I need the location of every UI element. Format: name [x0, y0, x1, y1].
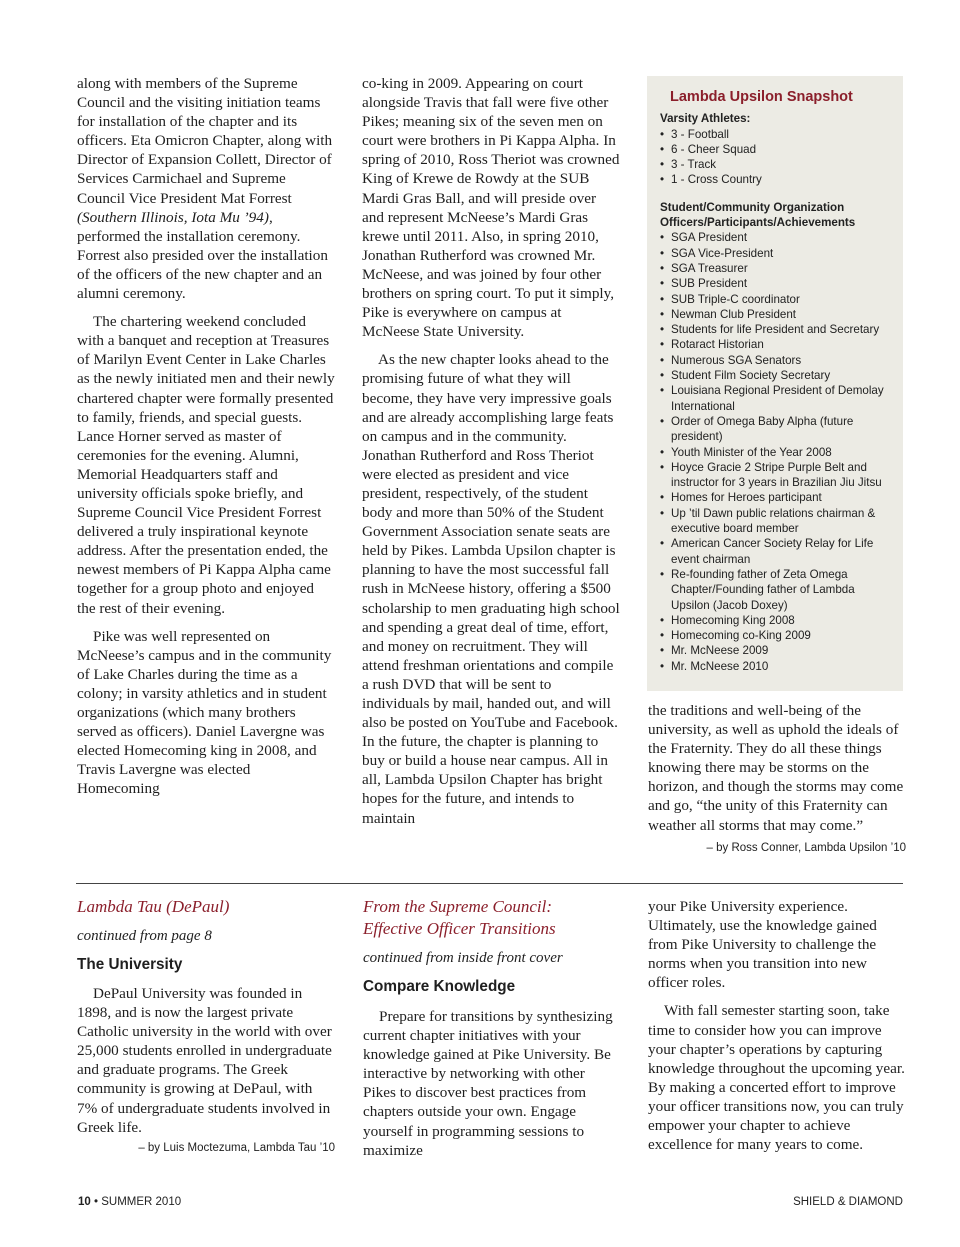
magazine-title: SHIELD & DIAMOND — [793, 1196, 903, 1208]
section-paragraph: With fall semester starting soon, take time to consider how you can improve your chapter’s operations by capturing knowledge throughout the upcoming year. By making a concerted effort to improve your officer transitions now, you can truly empower your chapter to achieve excellence for many years to come. — [648, 1002, 905, 1154]
list-item: • Rotaract Historian — [660, 337, 893, 352]
list-item: • SUB President — [660, 276, 893, 291]
list-item: • SGA Treasurer — [660, 261, 893, 276]
list-item: • Homecoming King 2008 — [660, 613, 893, 628]
list-item: • Students for life President and Secretary — [660, 322, 893, 337]
list-item: • Order of Omega Baby Alpha (future president) — [660, 414, 893, 445]
list-item: • Mr. McNeese 2009 — [660, 643, 893, 658]
section-paragraph: your Pike University experience. Ultimately, use the knowledge gained from Pike University to challenge the norms when you transition into new officer roles. — [648, 898, 877, 992]
snapshot-title: Lambda Upsilon Snapshot — [670, 89, 853, 105]
list-item: • Student Film Society Secretary — [660, 368, 893, 383]
article-column-1 — [77, 74, 335, 807]
issue-label: SUMMER 2010 — [101, 1196, 182, 1208]
list-item: • Newman Club President — [660, 307, 893, 322]
list-item: • Louisiana Regional President of Demolay International — [660, 383, 893, 414]
list-item: • Homecoming co-King 2009 — [660, 628, 893, 643]
list-item: • 1 - Cross Country — [660, 172, 893, 187]
article-byline: – by Ross Conner, Lambda Upsilon ’10 — [706, 841, 906, 854]
list-item: • Numerous SGA Senators — [660, 353, 893, 368]
lambda-upsilon-snapshot-box — [647, 76, 903, 691]
article-paragraph: the traditions and well-being of the university, as well as uphold the ideals of the Fraternity. They do all these things knowing there may be storms on the horizon, and though the storms may come and go, “the unity of this Fraternity can weather all storms that may come.” — [648, 702, 904, 834]
continued-note: continued from inside front cover — [363, 950, 563, 966]
list-item: • Youth Minister of the Year 2008 — [660, 445, 893, 460]
list-item: • 3 - Football — [660, 127, 893, 142]
continued-note: continued from page 8 — [77, 928, 212, 944]
list-item: • SUB Triple-C coordinator — [660, 292, 893, 307]
lambda-tau-section — [77, 896, 335, 1167]
athletes-list — [660, 127, 893, 188]
orgs-heading: Student/Community Organization Officers/Participants/Achievements — [660, 200, 856, 230]
article-paragraph: As the new chapter looks ahead to the promising future of what they will become, they have very impressive goals and are already accomplishing large feats on campus and in the community. Jonathan Rutherford and Ross Theriot were elected as president and vice president, respectively, of the student body and more than 50% of the Student Government Association senate seats are held by Pikes. Lambda Upsilon chapter is planning to have the most successful fall rush in McNeese history, offering a $500 scholarship to men graduating high school and spending a great deal of time, effort, and money on recruitment. They will attend freshman orientations and compile a rush DVD that will be sent to individuals by mail, handed out, and will also be posted on YouTube and Facebook. In the future, the chapter is planning to buy or build a house near campus. All in all, Lambda Upsilon Chapter has bright hopes for the future, and intends to maintain — [362, 351, 620, 827]
section-paragraph: Prepare for transitions by synthesizing current chapter initiatives with your knowledge gained at Pike University. Be interactive by networking with other Pikes to discover best practices from chapters outside your own. Engage yourself in programming sessions to maximize — [363, 1008, 613, 1159]
article-paragraph: The chartering weekend concluded with a banquet and reception at Treasures of Marilyn Event Center in Lake Charles as the newly initiated men and their newly chartered chapter were formally presented to family, friends, and special guests. Lance Horner served as master of ceremonies for the evening. Alumni, Memorial Headquarters staff and university officials spoke briefly, and Supreme Council Vice President Forrest delivered a truly inspirational keynote address. After the presentation ended, the newest members of Pi Kappa Alpha came together for a group photo and enjoyed the rest of their evening. — [77, 313, 335, 617]
section-heading: Compare Knowledge — [363, 978, 516, 995]
list-item: • Homes for Heroes participant — [660, 490, 893, 505]
supreme-council-column-3 — [648, 897, 906, 1163]
list-item: • Mr. McNeese 2010 — [660, 659, 893, 674]
article-paragraph: co-king in 2009. Appearing on court alongside Travis that fall were five other Pikes; meaning six of the seven men on court were brothers in Pi Kappa Alpha. In spring of 2010, Ross Theriot was crowned King of Krewe de Rowdy at the SUB Mardi Gras Ball, and will preside over and represent McNeese’s Mardi Gras krewe until 2011. Also, in spring 2010, Jonathan Rutherford was crowned Mr. McNeese, and was joined by four other brothers on spring court. To put it simply, Pike is everywhere on campus at McNeese State University. — [362, 75, 620, 341]
footer-left: 10 • SUMMER 2010 — [78, 1196, 182, 1208]
supreme-council-section — [363, 896, 621, 1169]
article-paragraph: along with members of the Supreme Council and the visiting initiation teams for installation of the chapter and its officers. Eta Omicron Chapter, along with Director of Expansion Collett, Director of Services Carmichael and Supreme Council Vice President Mat Forrest (Southern Illinois, Iota Mu ’94), performed the installation ceremony. Forrest also presided over the installation of the officers of the new chapter and an alumni ceremony. — [77, 75, 333, 303]
list-item: • SGA President — [660, 230, 893, 245]
list-item: • SGA Vice-President — [660, 246, 893, 261]
athletes-heading: Varsity Athletes: — [660, 112, 751, 126]
page-number: 10 — [78, 1196, 91, 1208]
orgs-list — [660, 230, 893, 674]
footer-right — [793, 1196, 903, 1208]
section-divider — [76, 883, 903, 884]
list-item: • Up ’til Dawn public relations chairman & executive board member — [660, 506, 893, 537]
list-item: • 6 - Cheer Squad — [660, 142, 893, 157]
section-title: Lambda Tau (DePaul) — [77, 897, 230, 916]
list-item: • American Cancer Society Relay for Life event chairman — [660, 536, 893, 567]
article-paragraph: Pike was well represented on McNeese’s campus and in the community of Lake Charles during the time as a colony; in varsity athletics and in student organizations (which many brothers served as officers). Daniel Lavergne was elected Homecoming king in 2008, and Travis Lavergne was elected Homecoming — [77, 627, 332, 798]
section-heading: The University — [77, 956, 183, 973]
section-paragraph: DePaul University was founded in 1898, and is now the largest private Catholic university in the world with over 25,000 students enrolled in undergraduate and graduate programs. The Greek community is growing at DePaul, with 7% of undergraduate students involved in Greek life. — [77, 985, 332, 1136]
article-column-3 — [648, 701, 906, 867]
section-title: From the Supreme Council: Effective Officer Transitions — [363, 897, 556, 938]
list-item: • Re-founding father of Zeta Omega Chapter/Founding father of Lambda Upsilon (Jacob Doxey) — [660, 567, 893, 613]
list-item: • 3 - Track — [660, 157, 893, 172]
section-byline: – by Luis Moctezuma, Lambda Tau ’10 — [138, 1141, 335, 1154]
list-item: • Hoyce Gracie 2 Stripe Purple Belt and instructor for 3 years in Brazilian Jiu Jitsu — [660, 460, 893, 491]
article-column-2 — [362, 74, 620, 837]
